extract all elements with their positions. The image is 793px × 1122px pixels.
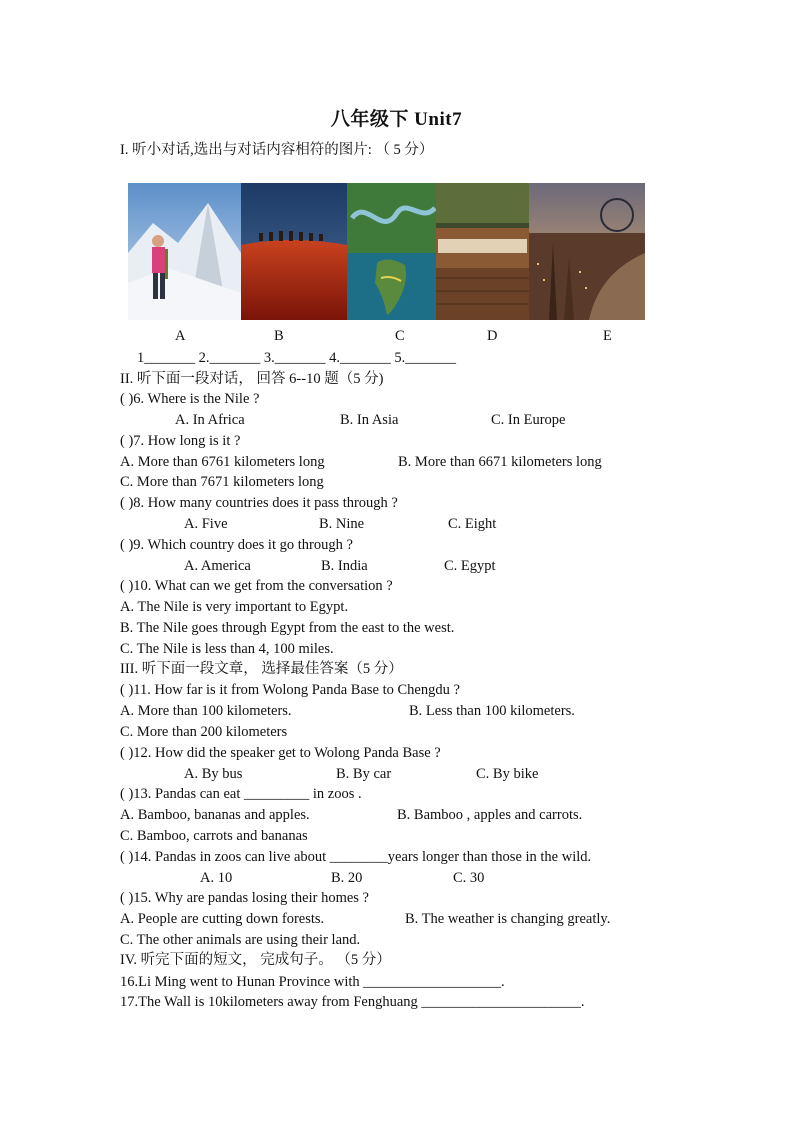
- page-title: 八年级下 Unit7: [330, 109, 463, 130]
- q6-option-c: C. In Europe: [491, 412, 566, 428]
- q13-option-c: C. Bamboo, carrots and bananas: [120, 828, 308, 844]
- q7-option-c: C. More than 7671 kilometers long: [120, 474, 324, 490]
- q10-option-b: B. The Nile goes through Egypt from the east to the west.: [120, 620, 455, 636]
- q11-option-b: B. Less than 100 kilometers.: [409, 703, 575, 719]
- q8-option-a: A. Five: [184, 516, 228, 532]
- q13-option-b: B. Bamboo , apples and carrots.: [397, 807, 583, 823]
- q6-option-a: A. In Africa: [175, 412, 245, 428]
- question-17: 17.The Wall is 10kilometers away from Fenghuang ______________________.: [120, 994, 585, 1010]
- image-letter-d: D: [487, 328, 498, 344]
- photo-b-desert-camels: [241, 183, 347, 320]
- section-1-answer-blanks: 1_______ 2._______ 3._______ 4._______ 5._______: [137, 350, 456, 366]
- section-1-heading: I. 听小对话,选出与对话内容相符的图片: （ 5 分）: [120, 142, 434, 158]
- photo-c-river-map: [347, 183, 436, 320]
- q12-option-a: A. By bus: [184, 766, 243, 782]
- q12-option-b: B. By car: [336, 766, 392, 782]
- question-11: ( )11. How far is it from Wolong Panda Base to Chengdu ?: [120, 682, 460, 698]
- q15-option-a: A. People are cutting down forests.: [120, 911, 325, 927]
- q10-option-c: C. The Nile is less than 4, 100 miles.: [120, 641, 334, 657]
- q14-option-b: B. 20: [331, 870, 363, 886]
- question-13: ( )13. Pandas can eat _________ in zoos .: [120, 786, 362, 802]
- photo-e-city-river: [529, 183, 645, 320]
- question-10: ( )10. What can we get from the conversation ?: [120, 578, 393, 594]
- q13-option-a: A. Bamboo, bananas and apples.: [120, 807, 310, 823]
- q11-option-a: A. More than 100 kilometers.: [120, 703, 292, 719]
- q7-option-a: A. More than 6761 kilometers long: [120, 454, 325, 470]
- image-letter-e: E: [603, 328, 612, 344]
- question-12: ( )12. How did the speaker get to Wolong Panda Base ?: [120, 745, 441, 761]
- q7-option-b: B. More than 6671 kilometers long: [398, 454, 602, 470]
- question-7: ( )7. How long is it ?: [120, 433, 241, 449]
- image-letter-row: [0, 328, 793, 346]
- question-9: ( )9. Which country does it go through ?: [120, 537, 353, 553]
- image-letter-c: C: [395, 328, 405, 344]
- question-6: ( )6. Where is the Nile ?: [120, 391, 260, 407]
- q9-option-b: B. India: [321, 558, 368, 574]
- section-3-heading: III. 听下面一段文章， 选择最佳答案（5 分）: [120, 661, 403, 677]
- q8-option-b: B. Nine: [319, 516, 365, 532]
- q10-option-a: A. The Nile is very important to Egypt.: [120, 599, 349, 615]
- question-14: ( )14. Pandas in zoos can live about ________years longer than those in the wild.: [120, 849, 592, 865]
- q8-option-c: C. Eight: [448, 516, 497, 532]
- section-4-heading: IV. 听完下面的短文， 完成句子。 （5 分）: [120, 952, 391, 968]
- q12-option-c: C. By bike: [476, 766, 539, 782]
- q14-option-a: A. 10: [200, 870, 233, 886]
- photo-d-panda-base-sign: [436, 183, 529, 320]
- section-2-heading: II. 听下面一段对话， 回答 6--10 题（5 分): [120, 371, 384, 387]
- q14-option-c: C. 30: [453, 870, 485, 886]
- question-15: ( )15. Why are pandas losing their homes ?: [120, 890, 369, 906]
- image-letter-a: A: [175, 328, 186, 344]
- q9-option-a: A. America: [184, 558, 251, 574]
- image-letter-b: B: [274, 328, 284, 344]
- q11-option-c: C. More than 200 kilometers: [120, 724, 288, 740]
- q6-option-b: B. In Asia: [340, 412, 399, 428]
- q15-option-c: C. The other animals are using their land.: [120, 932, 361, 948]
- photo-strip: [128, 183, 645, 320]
- question-8: ( )8. How many countries does it pass through ?: [120, 495, 398, 511]
- q9-option-c: C. Egypt: [444, 558, 496, 574]
- q15-option-b: B. The weather is changing greatly.: [405, 911, 611, 927]
- photo-a-mountain-climber: [128, 183, 241, 320]
- question-16: 16.Li Ming went to Hunan Province with ___________________.: [120, 974, 505, 990]
